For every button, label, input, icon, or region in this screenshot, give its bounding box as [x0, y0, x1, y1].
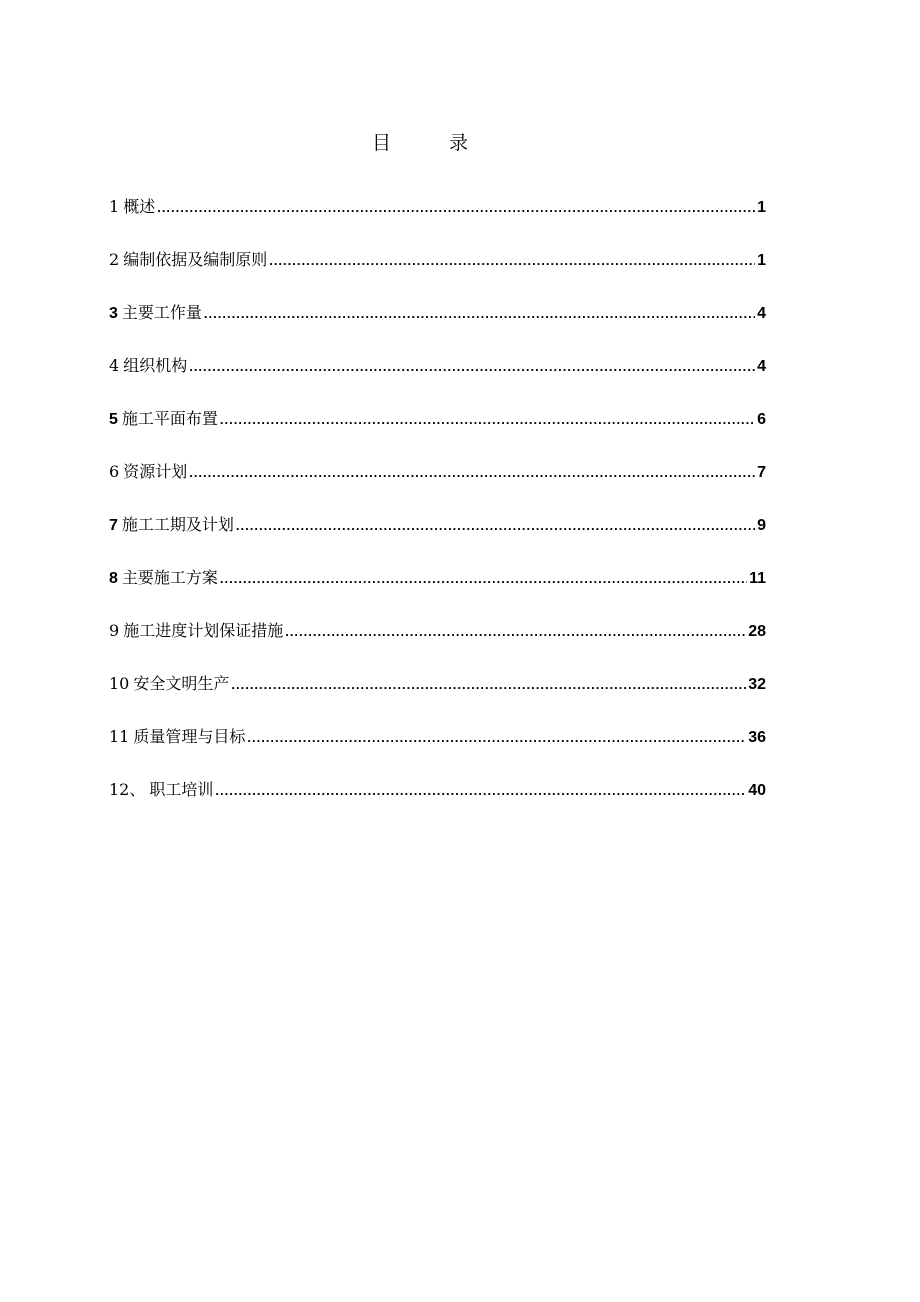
toc-number: 2 — [109, 250, 120, 269]
toc-page-number: 40 — [748, 782, 766, 799]
toc-label: 施工进度计划保证措施 — [123, 621, 284, 640]
toc-leader-dots — [247, 727, 746, 749]
toc-label: 质量管理与目标 — [133, 727, 246, 746]
toc-number: 7 — [109, 517, 118, 534]
toc-number: 3 — [109, 305, 118, 322]
toc-leader-dots — [220, 409, 755, 431]
toc-item-6[interactable] — [109, 461, 766, 514]
toc-page-number: 1 — [757, 199, 766, 216]
toc-page-number: 9 — [757, 517, 766, 534]
toc-page-number: 36 — [748, 729, 766, 746]
toc-label: 安全文明生产 — [133, 674, 230, 693]
toc-item-1[interactable] — [109, 196, 766, 249]
toc-item-8[interactable] — [109, 567, 766, 620]
table-of-contents — [109, 196, 766, 832]
toc-item-7[interactable] — [109, 514, 766, 567]
toc-title — [0, 128, 840, 155]
toc-number: 5 — [109, 411, 118, 428]
toc-page-number: 6 — [757, 411, 766, 428]
toc-leader-dots — [231, 674, 746, 696]
toc-item-3[interactable] — [109, 302, 766, 355]
toc-leader-dots — [157, 197, 755, 219]
toc-number: 4 — [109, 356, 120, 375]
toc-item-11[interactable] — [109, 726, 766, 779]
toc-label: 施工平面布置 — [121, 409, 218, 428]
toc-label: 职工培训 — [149, 780, 214, 799]
toc-leader-dots — [189, 356, 755, 378]
toc-page-number: 28 — [748, 623, 766, 640]
toc-item-9[interactable] — [109, 620, 766, 673]
toc-label: 概述 — [123, 197, 156, 216]
toc-item-4[interactable] — [109, 355, 766, 408]
toc-label: 资源计划 — [123, 462, 188, 481]
toc-leader-dots — [204, 303, 755, 325]
toc-page-number: 4 — [757, 305, 766, 322]
toc-leader-dots — [220, 568, 747, 590]
toc-leader-dots — [215, 780, 746, 802]
toc-leader-dots — [285, 621, 746, 643]
toc-label: 施工工期及计划 — [121, 515, 234, 534]
toc-number: 10 — [109, 674, 130, 693]
toc-label: 组织机构 — [123, 356, 188, 375]
toc-label: 主要工作量 — [121, 303, 202, 322]
toc-number: 1 — [109, 197, 120, 216]
toc-page-number: 4 — [757, 358, 766, 375]
toc-page-number: 32 — [748, 676, 766, 693]
toc-title-right: 录 — [449, 132, 469, 154]
toc-title-left: 目 — [371, 132, 391, 154]
toc-page-number: 1 — [757, 252, 766, 269]
toc-number: 8 — [109, 570, 118, 587]
toc-item-10[interactable] — [109, 673, 766, 726]
toc-number: 12、 — [109, 780, 146, 799]
toc-page-number: 7 — [757, 464, 766, 481]
toc-number: 9 — [109, 621, 120, 640]
toc-leader-dots — [236, 515, 755, 537]
toc-page-number: 11 — [749, 570, 766, 587]
toc-leader-dots — [189, 462, 755, 484]
toc-number: 11 — [109, 727, 130, 746]
toc-item-2[interactable] — [109, 249, 766, 302]
toc-item-5[interactable] — [109, 408, 766, 461]
toc-label: 主要施工方案 — [121, 568, 218, 587]
toc-label: 编制依据及编制原则 — [123, 250, 268, 269]
toc-number: 6 — [109, 462, 120, 481]
toc-leader-dots — [269, 250, 755, 272]
toc-item-12[interactable] — [109, 779, 766, 832]
